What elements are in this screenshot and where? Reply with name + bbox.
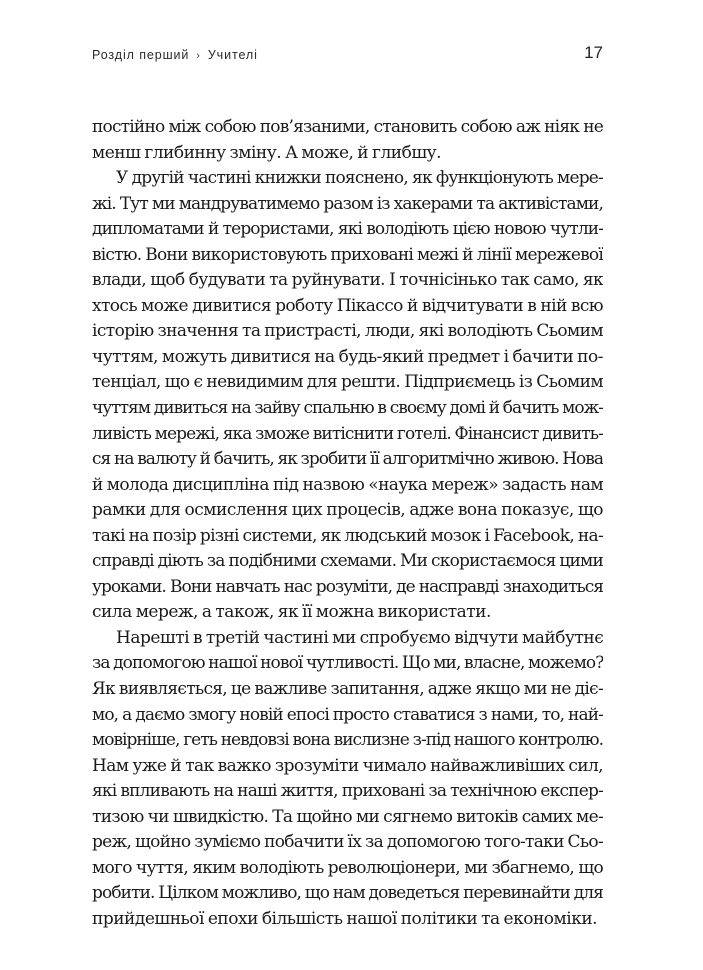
text-line: Нарешті в третій частині ми спробуємо відчути майбутнє [116, 627, 603, 648]
text-line: чуттям дивиться на зайву спальню в своєму домі й бачить мож- [92, 398, 603, 419]
text-line: за допомогою нашої нової чутливості. Що ми, власне, можемо? [92, 653, 603, 674]
text-line: такі на позір різні системи, як людський мозок і Facebook, на- [92, 525, 603, 546]
paragraph [92, 115, 603, 166]
text-line: робити. Цілком можливо, що нам доведеться перевинайти для [92, 883, 603, 904]
text-line: вістю. Вони використовують приховані межі й лінії мережевої [92, 244, 603, 265]
text-line: й молода дисципліна під назвою «наука мереж» задасть нам [92, 474, 603, 495]
paragraph [92, 166, 603, 626]
text-line: жі. Тут ми мандруватимемо разом із хакерами та активістами, [92, 193, 603, 214]
text-line: мого чуття, яким володіють революціонери, ми збагнемо, що [92, 857, 603, 878]
text-line: хтось може дивитися роботу Пікассо й відчитувати в ній всю [92, 295, 603, 316]
paragraph [92, 626, 603, 933]
page-number: 17 [584, 43, 603, 62]
text-line: прийдешньої епохи більшість нашої політики та економіки. [92, 908, 598, 929]
text-line: сила мереж, а також, як її можна використати. [92, 602, 491, 623]
text-line: Як виявляється, це важливе запитання, адже якщо ми не діє- [92, 679, 603, 700]
text-line: уроками. Вони навчать нас розуміти, де насправді знаходиться [92, 576, 603, 597]
text-line: тенціал, що є невидимим для решти. Підприємець із Сьомим [92, 372, 603, 393]
text-line: справді діють за подібними схемами. Ми скористаємося цими [92, 551, 603, 572]
text-line: історію значення та пристрасті, люди, які володіють Сьомим [92, 321, 603, 342]
chapter-breadcrumb [92, 48, 258, 62]
text-line: У другій частині книжки пояснено, як функціонують мере- [116, 168, 603, 189]
section-title: Учителі [207, 48, 258, 62]
text-line: ся на валюту й бачить, як зробити її алгоритмічно живою. Нова [92, 449, 603, 470]
text-line: тизою чи швидкістю. Та щойно ми сягнемо витоків самих ме- [92, 806, 603, 827]
text-line: які впливають на наші життя, приховані за технічною експер- [92, 781, 603, 802]
text-line: мовірніше, геть невдовзі вона вислизне з-під нашого контролю. [92, 730, 603, 751]
chapter-title: Розділ перший [92, 48, 190, 62]
text-line: Нам уже й так важко зрозуміти чимало найважливіших сил, [92, 755, 603, 776]
text-line: чуттям, можуть дивитися на будь-який предмет і бачити по- [92, 346, 603, 367]
text-line: ливість мережі, яка зможе витіснити готелі. Фінансист дивить- [92, 423, 603, 444]
body-text [92, 115, 603, 933]
text-line: реж, щойно зуміємо побачити їх за допомогою того-таки Сьо- [92, 832, 603, 853]
text-line: дипломатами й терористами, які володіють цією новою чутли- [92, 219, 603, 240]
text-line: мо, а даємо змогу новій епосі просто ставатися з нами, то, най- [92, 704, 603, 725]
text-line: менш глибинну зміну. А може, й глибшу. [92, 142, 442, 163]
text-line: постійно між собою пов’язаними, становить собою аж ніяк не [92, 117, 603, 137]
text-line: рамки для осмислення цих процесів, адже вона показує, що [92, 500, 603, 521]
breadcrumb-separator: › [196, 50, 201, 62]
running-header [92, 43, 603, 67]
text-line: влади, щоб будувати та руйнувати. І точнісінько так само, як [92, 270, 603, 291]
